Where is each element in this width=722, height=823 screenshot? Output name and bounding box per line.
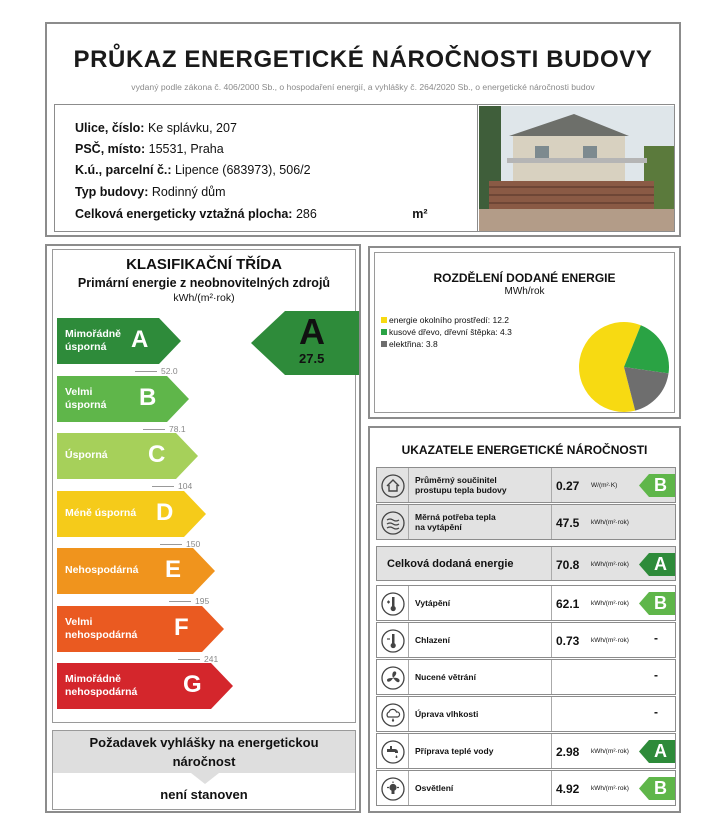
class-dash: - bbox=[654, 631, 658, 645]
light-bulb-icon bbox=[377, 771, 409, 805]
class-band-label-line1: Nehospodárná bbox=[65, 564, 139, 576]
indicator-row bbox=[376, 546, 676, 581]
class-band-b bbox=[57, 376, 189, 422]
indicator-row bbox=[376, 467, 676, 503]
class-band-letter: D bbox=[156, 498, 174, 526]
requirement-box bbox=[52, 730, 356, 810]
cadastre-value: Lipence (683973), 506/2 bbox=[175, 163, 311, 177]
indicator-row bbox=[376, 585, 676, 621]
indicator-value-cell bbox=[551, 468, 676, 502]
area-value: 286 bbox=[295, 207, 317, 221]
psc-row bbox=[75, 142, 224, 156]
class-band-label-line1: Mimořádně bbox=[65, 673, 122, 685]
indicator-unit: kWh/(m²·rok) bbox=[591, 637, 629, 644]
street-row bbox=[75, 121, 237, 135]
indicator-value: 2.98 bbox=[556, 745, 580, 759]
indicator-label-line1: Nucené větrání bbox=[415, 672, 476, 682]
classification-title: KLASIFIKAČNÍ TŘÍDA bbox=[126, 256, 282, 273]
threshold-line bbox=[143, 429, 165, 430]
class-badge bbox=[639, 740, 675, 763]
classification-unit: kWh/(m²·rok) bbox=[173, 292, 235, 304]
indicator-label-line2: prostupu tepla budovy bbox=[415, 485, 507, 495]
indicator-label bbox=[415, 586, 545, 620]
psc-value: 15531, Praha bbox=[148, 142, 224, 156]
legend-label: elektřina: 3.8 bbox=[389, 339, 438, 349]
class-badge-letter: A bbox=[654, 554, 667, 574]
house-icon bbox=[377, 468, 409, 502]
area-label: Celková energeticky vztažná plocha: bbox=[75, 207, 293, 221]
indicator-value-cell bbox=[551, 586, 676, 620]
energy-split-box bbox=[374, 252, 675, 413]
class-band-label bbox=[65, 616, 137, 642]
indicator-unit: W/(m²·K) bbox=[591, 482, 618, 489]
class-band-letter: F bbox=[174, 613, 189, 641]
building-photo bbox=[477, 104, 675, 232]
threshold-line bbox=[152, 486, 174, 487]
class-threshold: 78.1 bbox=[169, 423, 186, 434]
legend-item bbox=[381, 314, 512, 326]
fan-icon bbox=[377, 660, 409, 694]
requirement-line1: Požadavek vyhlášky na energetickou bbox=[89, 735, 319, 750]
indicator-value-cell bbox=[551, 734, 676, 768]
indicator-unit: kWh/(m²·rok) bbox=[591, 519, 629, 526]
class-band-g bbox=[57, 663, 233, 709]
class-band-label-line2: nehospodárná bbox=[65, 686, 138, 698]
legend-swatch bbox=[381, 317, 387, 323]
class-band-d bbox=[57, 491, 206, 537]
indicator-label-line1: Příprava teplé vody bbox=[415, 746, 494, 756]
type-row bbox=[75, 185, 226, 199]
class-band-a bbox=[57, 318, 181, 364]
faucet-icon bbox=[377, 734, 409, 768]
class-band-label-line2: úsporná bbox=[65, 341, 107, 353]
indicator-value: 47.5 bbox=[556, 516, 580, 530]
indicator-row bbox=[376, 659, 676, 695]
indicator-value: 4.92 bbox=[556, 782, 580, 796]
certificate-title: PRŮKAZ ENERGETICKÉ NÁROČNOSTI BUDOVY bbox=[73, 46, 653, 73]
indicator-label-line1: Měrná potřeba tepla bbox=[415, 512, 496, 522]
class-badge-letter: B bbox=[654, 475, 667, 495]
class-band-letter: A bbox=[131, 326, 149, 353]
class-band-label bbox=[65, 564, 139, 577]
indicator-label bbox=[415, 623, 545, 657]
energy-split-title: ROZDĚLENÍ DODANÉ ENERGIE bbox=[433, 271, 616, 285]
legend-swatch bbox=[381, 329, 387, 335]
indicator-value: 62.1 bbox=[556, 597, 580, 611]
street-label: Ulice, číslo: bbox=[75, 121, 145, 135]
indicator-value-cell bbox=[551, 697, 676, 731]
class-dash: - bbox=[654, 705, 658, 719]
area-unit: m² bbox=[412, 207, 428, 221]
pie-legend bbox=[381, 314, 512, 350]
legend-label: kusové dřevo, dřevní štěpka: 4.3 bbox=[389, 327, 512, 337]
class-band-label-line1: Velmi bbox=[65, 385, 93, 398]
class-band-e bbox=[57, 548, 215, 594]
type-label: Typ budovy: bbox=[75, 185, 149, 199]
class-threshold: 104 bbox=[178, 481, 193, 491]
class-band-label-line1: Úsporná bbox=[65, 449, 108, 461]
class-band-label bbox=[65, 328, 121, 354]
requirement-value: není stanoven bbox=[160, 787, 248, 802]
legend-item bbox=[381, 326, 512, 338]
indicator-value: 0.73 bbox=[556, 634, 580, 648]
energy-split-panel bbox=[368, 246, 681, 419]
class-band-letter: G bbox=[183, 671, 202, 698]
classification-subtitle: Primární energie z neobnovitelných zdrojů bbox=[77, 276, 331, 290]
threshold-line bbox=[135, 371, 157, 372]
class-badge bbox=[639, 474, 675, 497]
requirement-line2: náročnost bbox=[172, 754, 236, 769]
indicator-unit: kWh/(m²·rok) bbox=[591, 748, 629, 755]
area-row bbox=[75, 207, 428, 221]
indicators-panel bbox=[368, 426, 681, 813]
legend-item bbox=[381, 338, 512, 350]
class-threshold: 241 bbox=[204, 653, 219, 664]
threshold-line bbox=[178, 659, 200, 660]
indicator-label-line1: Osvětlení bbox=[415, 783, 454, 793]
class-band-label bbox=[65, 507, 136, 520]
indicator-label-line1: Úprava vlhkosti bbox=[415, 709, 479, 719]
rating-value: 27.5 bbox=[299, 351, 325, 366]
indicator-unit: kWh/(m²·rok) bbox=[591, 561, 629, 568]
indicator-label bbox=[415, 771, 545, 805]
class-threshold: 52.0 bbox=[161, 366, 178, 376]
indicator-unit: kWh/(m²·rok) bbox=[591, 600, 629, 607]
indicator-label-line1: Chlazení bbox=[415, 635, 450, 645]
class-badge-letter: A bbox=[654, 741, 667, 761]
rating-arrow bbox=[251, 311, 359, 375]
indicator-row bbox=[376, 696, 676, 732]
class-band-label bbox=[65, 449, 108, 462]
indicator-label bbox=[415, 697, 545, 731]
building-info bbox=[54, 104, 478, 232]
indicator-value-cell bbox=[551, 547, 676, 580]
class-band-label-line1: Mimořádně bbox=[65, 328, 122, 340]
thermometer-icon bbox=[377, 586, 409, 620]
rating-class: A bbox=[299, 311, 325, 352]
indicator-label-line1: Vytápění bbox=[415, 598, 451, 608]
indicator-label-line2: na vytápění bbox=[415, 522, 462, 532]
indicator-label bbox=[387, 547, 547, 580]
indicator-value-cell bbox=[551, 623, 676, 657]
indicator-row bbox=[376, 733, 676, 769]
legend-swatch bbox=[381, 341, 387, 347]
classification-panel bbox=[45, 244, 361, 813]
class-dash: - bbox=[654, 668, 658, 682]
indicator-label bbox=[415, 468, 545, 502]
class-band-label bbox=[65, 386, 106, 412]
class-band-c bbox=[57, 433, 198, 479]
requirement-header bbox=[53, 731, 355, 773]
class-band-letter: C bbox=[148, 441, 166, 468]
class-badge bbox=[639, 553, 675, 576]
class-badge-letter: B bbox=[654, 593, 667, 613]
energy-split-unit: MWh/rok bbox=[504, 286, 545, 297]
indicators-title: UKAZATELE ENERGETICKÉ NÁROČNOSTI bbox=[401, 443, 648, 457]
type-value: Rodinný dům bbox=[151, 185, 226, 199]
class-threshold: 195 bbox=[195, 596, 210, 606]
indicators-table bbox=[376, 467, 676, 807]
class-badge bbox=[639, 592, 675, 615]
classification-box bbox=[52, 249, 356, 723]
class-band-letter: B bbox=[139, 383, 157, 411]
heat-waves-icon bbox=[377, 505, 409, 539]
class-badge bbox=[639, 777, 675, 800]
street-value: Ke splávku, 207 bbox=[147, 121, 237, 135]
energy-pie-chart bbox=[575, 321, 673, 413]
class-threshold: 150 bbox=[186, 538, 201, 549]
indicator-value: 70.8 bbox=[556, 558, 580, 572]
indicator-label-line1: Celková dodaná energie bbox=[387, 557, 514, 570]
requirement-pointer bbox=[191, 773, 219, 785]
legend-label: energie okolního prostředí: 12.2 bbox=[389, 315, 510, 325]
cooling-thermometer-icon bbox=[377, 623, 409, 657]
class-band-label bbox=[65, 673, 137, 699]
class-band-label-line2: úsporná bbox=[65, 398, 107, 411]
indicator-value-cell bbox=[551, 771, 676, 805]
indicator-value-cell bbox=[551, 505, 676, 539]
cadastre-row bbox=[75, 163, 311, 177]
indicator-value-cell bbox=[551, 660, 676, 694]
class-band-f bbox=[57, 606, 224, 652]
humidity-cloud-icon bbox=[377, 697, 409, 731]
class-band-letter: E bbox=[165, 556, 182, 583]
threshold-line bbox=[160, 544, 182, 545]
indicator-row bbox=[376, 770, 676, 806]
indicator-label bbox=[415, 505, 545, 539]
psc-label: PSČ, místo: bbox=[75, 142, 146, 156]
threshold-line bbox=[169, 601, 191, 602]
class-band-label-line1: Velmi bbox=[65, 615, 93, 628]
indicator-label-line1: Průměrný součinitel bbox=[415, 475, 497, 485]
class-band-label-line1: Méně úsporná bbox=[65, 506, 137, 519]
indicator-row bbox=[376, 504, 676, 540]
certificate-header bbox=[45, 22, 681, 237]
class-badge-letter: B bbox=[654, 778, 667, 798]
indicator-row bbox=[376, 622, 676, 658]
certificate-subtitle: vydaný podle zákona č. 406/2000 Sb., o hospodaření energií, a vyhlášky č. 264/2020 Sb., o energetické náročnosti budov bbox=[131, 82, 595, 92]
cadastre-label: K.ú., parcelní č.: bbox=[75, 163, 172, 177]
indicator-label bbox=[415, 660, 545, 694]
indicator-label bbox=[415, 734, 545, 768]
indicator-value: 0.27 bbox=[556, 479, 580, 493]
indicator-unit: kWh/(m²·rok) bbox=[591, 785, 629, 792]
class-band-label-line2: nehospodárná bbox=[65, 628, 138, 641]
